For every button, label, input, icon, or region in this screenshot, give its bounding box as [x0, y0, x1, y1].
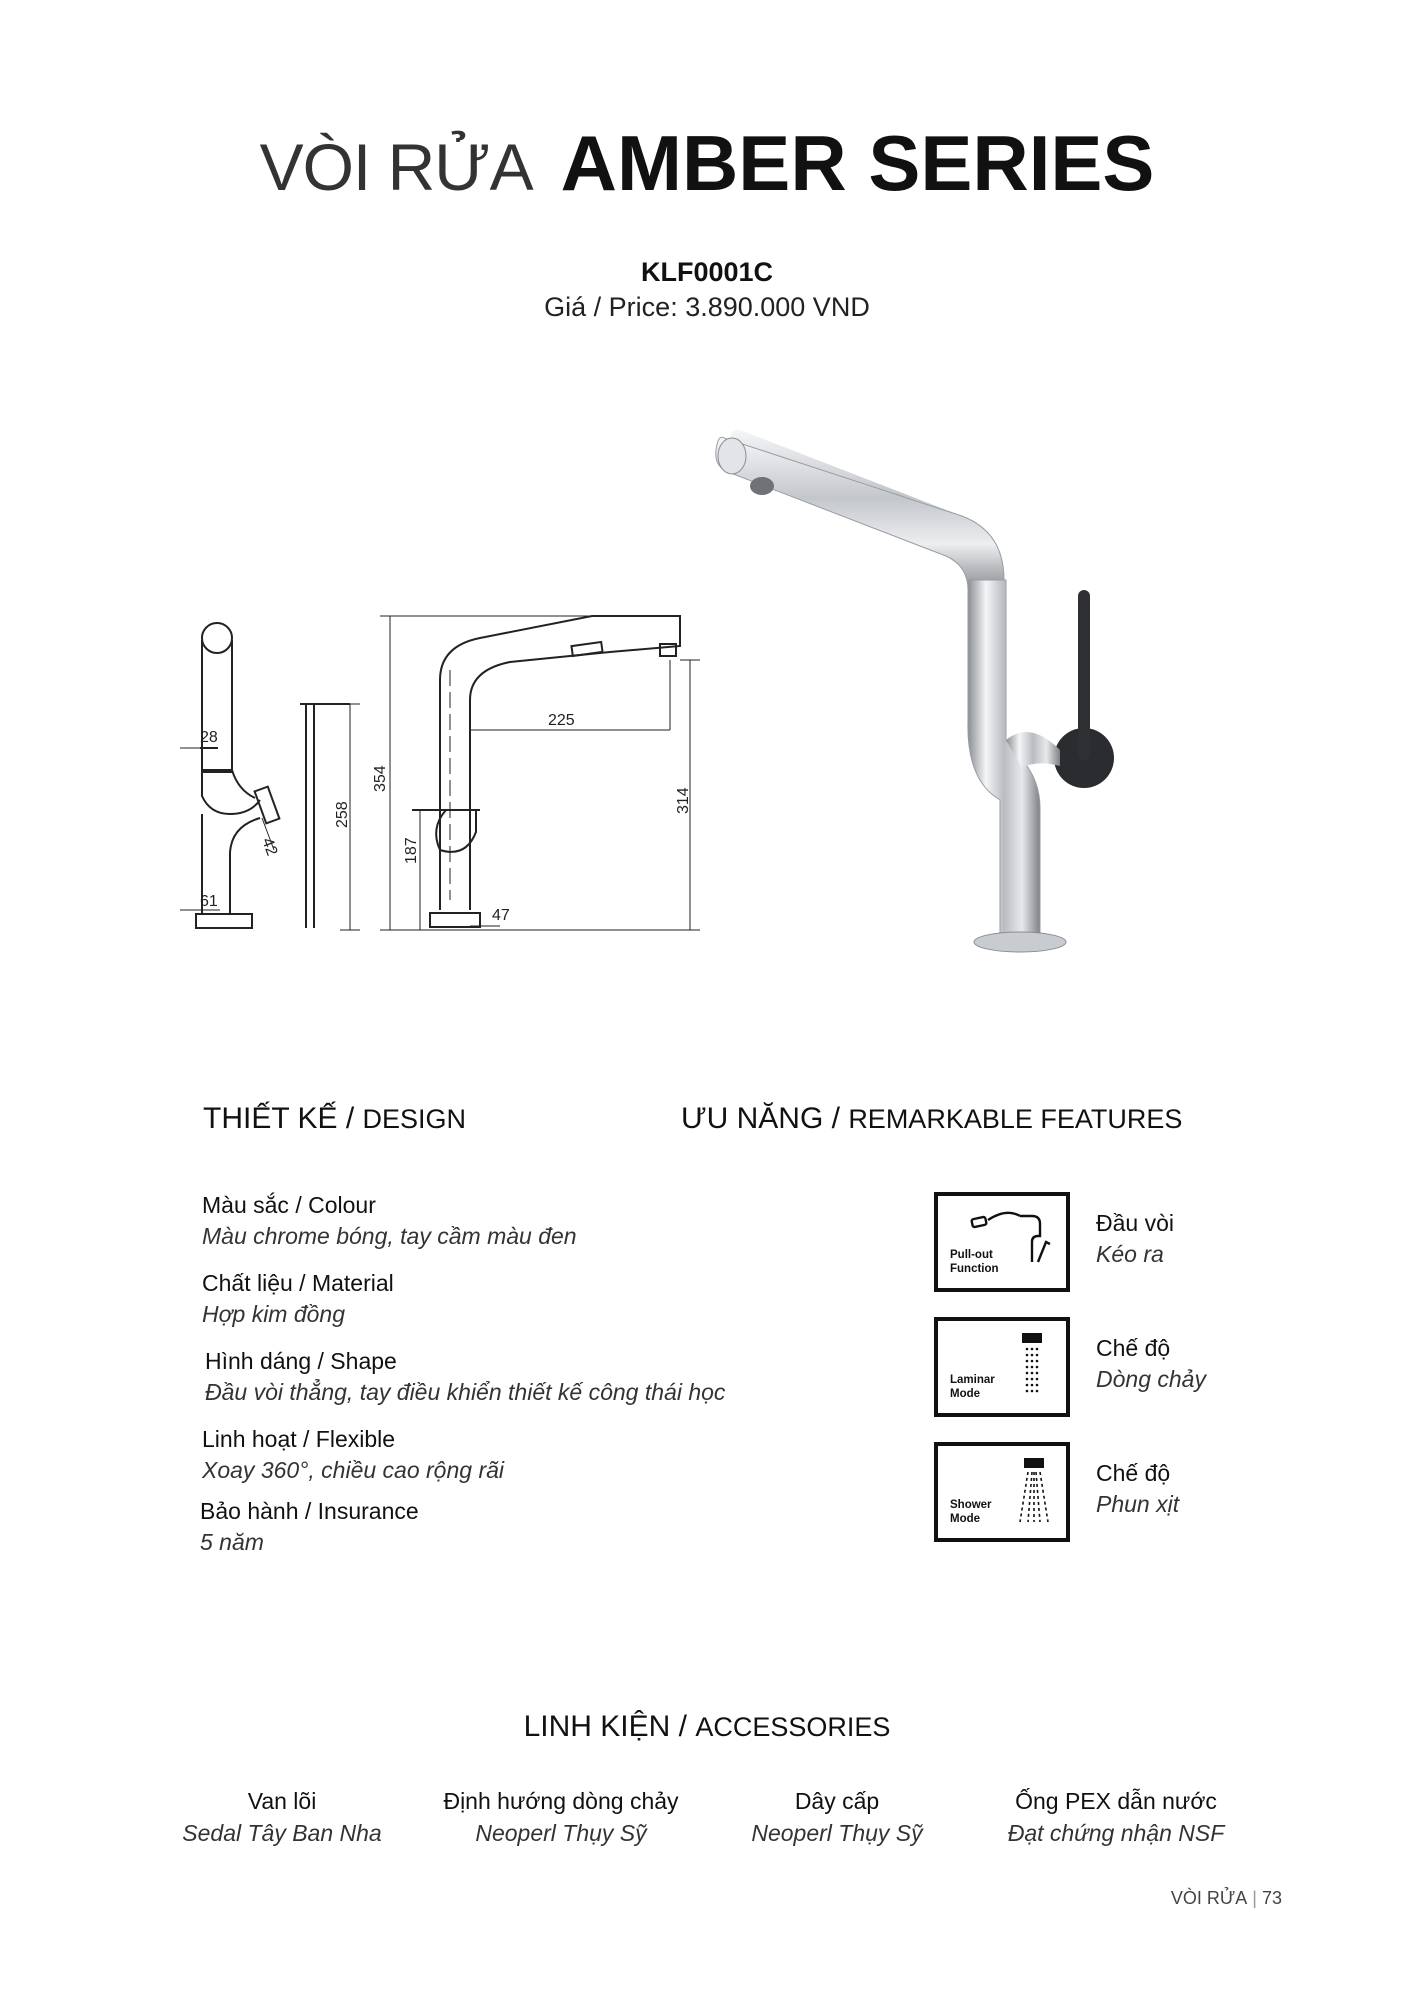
feature-subtitle: Phun xịt [1096, 1491, 1180, 1517]
laminar-flow-icon [1018, 1331, 1048, 1401]
accessory-item [411, 1788, 711, 1847]
technical-drawing [180, 600, 740, 960]
dim-225: 225 [548, 712, 575, 729]
page-title [0, 118, 1414, 209]
accessory-item [966, 1788, 1266, 1847]
accessory-name: Định hướng dòng chảy [443, 1788, 679, 1814]
feature-box-label: Shower Mode [950, 1499, 992, 1525]
design-item-label: Hình dáng / Shape [205, 1348, 397, 1374]
feature-title: Đầu vòi [1096, 1210, 1174, 1236]
design-item-material [202, 1270, 394, 1328]
dim-28: 28 [200, 729, 218, 746]
feature-text-pull-out [1096, 1210, 1174, 1268]
feature-title: Chế độ [1096, 1460, 1171, 1486]
features-heading-vi: ƯU NĂNG [681, 1102, 824, 1135]
design-heading-vi: THIẾT KẾ [203, 1102, 338, 1135]
title-series: AMBER SERIES [560, 119, 1155, 207]
front-view-drawing [380, 616, 700, 930]
features-heading-en: REMARKABLE FEATURES [848, 1104, 1183, 1134]
design-item-shape [205, 1348, 725, 1406]
design-item-value: 5 năm [200, 1529, 264, 1555]
design-item-value: Hợp kim đồng [202, 1301, 346, 1327]
features-heading: ƯU NĂNG / REMARKABLE FEATURES [681, 1102, 1183, 1135]
dim-61: 61 [200, 893, 218, 910]
footer-section: VÒI RỬA [1170, 1888, 1248, 1908]
feature-box-label: Pull-out Function [950, 1249, 999, 1275]
accessories-heading-en: ACCESSORIES [695, 1712, 891, 1742]
design-item-label: Chất liệu / Material [202, 1270, 394, 1296]
accessory-origin: Neoperl Thụy Sỹ [751, 1820, 923, 1846]
feature-text-shower [1096, 1460, 1179, 1518]
design-item-label: Màu sắc / Colour [202, 1192, 376, 1218]
design-item-flexible [202, 1426, 504, 1484]
title-category: VÒI RỬA [259, 130, 533, 204]
accessory-item [687, 1788, 987, 1847]
dim-47: 47 [492, 907, 510, 924]
dim-314: 314 [675, 787, 692, 814]
page-number: 73 [1261, 1888, 1282, 1908]
dim-258: 258 [334, 801, 351, 828]
design-item-colour [202, 1192, 577, 1250]
side-view-drawing [180, 623, 360, 930]
design-item-value: Màu chrome bóng, tay cầm màu đen [202, 1223, 577, 1249]
accessory-name: Van lõi [247, 1788, 317, 1814]
page-footer [1171, 1888, 1282, 1909]
product-image [700, 420, 1160, 960]
design-heading-en: DESIGN [362, 1104, 467, 1134]
accessory-origin: Neoperl Thụy Sỹ [475, 1820, 647, 1846]
accessory-item [132, 1788, 432, 1847]
accessory-name: Dây cấp [794, 1788, 880, 1814]
design-item-label: Bảo hành / Insurance [200, 1498, 419, 1524]
feature-box-shower [934, 1442, 1070, 1542]
accessory-origin: Sedal Tây Ban Nha [182, 1820, 382, 1846]
shower-spray-icon [1016, 1456, 1052, 1526]
design-item-label: Linh hoạt / Flexible [202, 1426, 396, 1452]
design-heading: THIẾT KẾ / DESIGN [203, 1102, 467, 1135]
footer-divider: | [1252, 1888, 1257, 1908]
accessory-name: Ống PEX dẫn nước [1015, 1788, 1217, 1814]
feature-subtitle: Kéo ra [1096, 1241, 1164, 1267]
dim-42: 42 [258, 835, 281, 859]
feature-text-laminar [1096, 1335, 1206, 1393]
feature-box-laminar [934, 1317, 1070, 1417]
model-code: KLF0001C [640, 257, 774, 287]
accessories-heading-vi: LINH KIỆN [523, 1710, 671, 1743]
feature-box-label: Laminar Mode [950, 1374, 995, 1400]
accessory-origin: Đạt chứng nhận NSF [1007, 1820, 1225, 1846]
dim-187: 187 [403, 837, 420, 864]
accessories-heading: LINH KIỆN / ACCESSORIES [523, 1710, 891, 1743]
design-item-insurance [200, 1498, 419, 1556]
feature-subtitle: Dòng chảy [1096, 1366, 1206, 1392]
price-text: Giá / Price: 3.890.000 VND [544, 292, 870, 322]
dim-354: 354 [372, 765, 389, 792]
design-item-value: Xoay 360°, chiều cao rộng rãi [202, 1457, 504, 1483]
feature-title: Chế độ [1096, 1335, 1171, 1361]
feature-box-pull-out [934, 1192, 1070, 1292]
design-item-value: Đầu vòi thẳng, tay điều khiển thiết kế công thái học [205, 1379, 726, 1405]
